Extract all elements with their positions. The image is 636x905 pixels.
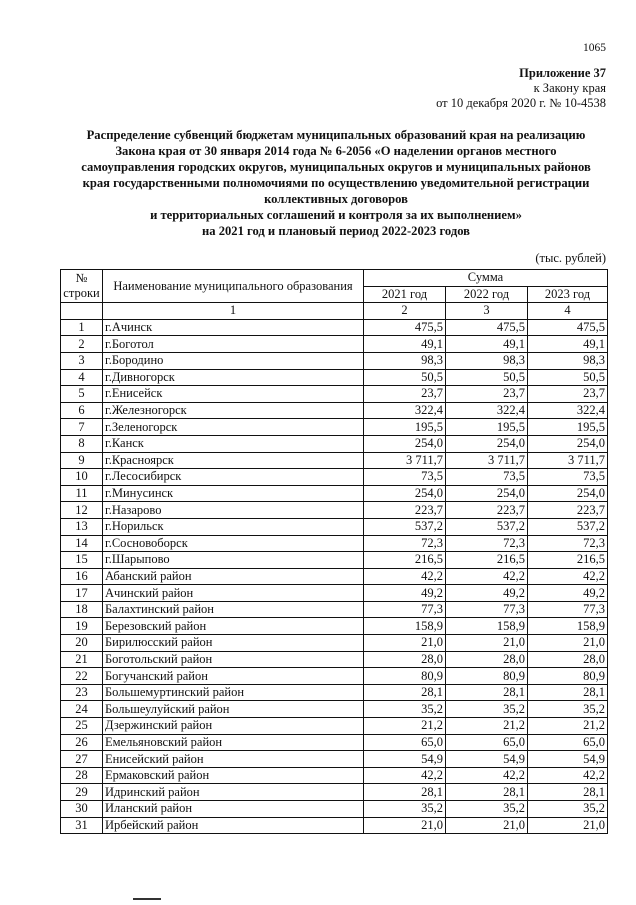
amount-2021: 98,3 (364, 352, 446, 369)
table-row (61, 701, 608, 718)
table-row (61, 718, 608, 735)
table-row (61, 734, 608, 751)
municipality-name: Большемуртинский район (103, 684, 364, 701)
amount-2021: 35,2 (364, 801, 446, 818)
municipality-name: Богучанский район (103, 668, 364, 685)
amount-2021: 28,1 (364, 784, 446, 801)
amount-2023: 28,1 (528, 684, 608, 701)
amount-2021: 216,5 (364, 552, 446, 569)
amount-2021: 223,7 (364, 502, 446, 519)
row-number: 13 (61, 518, 103, 535)
header-sum: Сумма (364, 270, 608, 287)
amount-2023: 322,4 (528, 402, 608, 419)
amount-2021: 254,0 (364, 435, 446, 452)
annex-line-2: от 10 декабря 2020 г. № 10-4538 (436, 96, 606, 110)
row-number: 24 (61, 701, 103, 718)
amount-2021: 65,0 (364, 734, 446, 751)
table-row (61, 767, 608, 784)
municipality-name: г.Минусинск (103, 485, 364, 502)
municipality-name: г.Ачинск (103, 319, 364, 336)
header-year-2023: 2023 год (528, 286, 608, 303)
amount-2021: 50,5 (364, 369, 446, 386)
row-number: 7 (61, 419, 103, 436)
amount-2021: 28,0 (364, 651, 446, 668)
amount-2023: 73,5 (528, 469, 608, 486)
amount-2022: 21,0 (446, 817, 528, 834)
amount-2022: 158,9 (446, 618, 528, 635)
amount-2023: 23,7 (528, 386, 608, 403)
amount-2023: 475,5 (528, 319, 608, 336)
footer-dash (133, 898, 161, 900)
municipality-name: Ачинский район (103, 585, 364, 602)
amount-2021: 42,2 (364, 767, 446, 784)
amount-2021: 21,2 (364, 718, 446, 735)
amount-2022: 35,2 (446, 701, 528, 718)
amount-2022: 322,4 (446, 402, 528, 419)
header-year-2022: 2022 год (446, 286, 528, 303)
amount-2023: 65,0 (528, 734, 608, 751)
row-number: 6 (61, 402, 103, 419)
row-number: 8 (61, 435, 103, 452)
municipality-name: Ермаковский район (103, 767, 364, 784)
amount-2022: 21,2 (446, 718, 528, 735)
amount-2022: 50,5 (446, 369, 528, 386)
municipality-name: Боготольский район (103, 651, 364, 668)
table-row (61, 552, 608, 569)
col-number-1: 1 (103, 303, 364, 320)
header-name: Наименование муниципального образования (103, 270, 364, 303)
table-row (61, 485, 608, 502)
row-number: 18 (61, 601, 103, 618)
amount-2023: 21,0 (528, 817, 608, 834)
units-label: (тыс. рублей) (535, 251, 606, 265)
table-row (61, 352, 608, 369)
title-line: Закона края от 30 января 2014 года № 6-2056 «О наделении органов местного (115, 144, 557, 158)
amount-2023: 50,5 (528, 369, 608, 386)
municipality-name: Абанский район (103, 568, 364, 585)
amount-2023: 21,2 (528, 718, 608, 735)
amount-2022: 537,2 (446, 518, 528, 535)
document-title (60, 127, 612, 239)
amount-2023: 42,2 (528, 568, 608, 585)
table-row (61, 684, 608, 701)
amount-2023: 3 711,7 (528, 452, 608, 469)
row-number: 30 (61, 801, 103, 818)
amount-2023: 254,0 (528, 435, 608, 452)
subsidy-table (60, 269, 608, 834)
amount-2021: 54,9 (364, 751, 446, 768)
amount-2023: 254,0 (528, 485, 608, 502)
table-row (61, 535, 608, 552)
row-number: 12 (61, 502, 103, 519)
amount-2023: 80,9 (528, 668, 608, 685)
col-number-4: 4 (528, 303, 608, 320)
amount-2022: 42,2 (446, 767, 528, 784)
municipality-name: Енисейский район (103, 751, 364, 768)
amount-2021: 23,7 (364, 386, 446, 403)
municipality-name: Бирилюсский район (103, 635, 364, 652)
amount-2021: 3 711,7 (364, 452, 446, 469)
municipality-name: Балахтинский район (103, 601, 364, 618)
row-number: 1 (61, 319, 103, 336)
annex-title: Приложение 37 (519, 66, 606, 80)
amount-2021: 49,1 (364, 336, 446, 353)
amount-2022: 195,5 (446, 419, 528, 436)
amount-2021: 80,9 (364, 668, 446, 685)
col-number-0 (61, 303, 103, 320)
amount-2021: 49,2 (364, 585, 446, 602)
table-row (61, 469, 608, 486)
annex-line-1: к Закону края (533, 81, 606, 95)
amount-2021: 28,1 (364, 684, 446, 701)
municipality-name: г.Лесосибирск (103, 469, 364, 486)
row-number: 26 (61, 734, 103, 751)
table-row (61, 751, 608, 768)
amount-2022: 49,1 (446, 336, 528, 353)
amount-2022: 73,5 (446, 469, 528, 486)
amount-2023: 21,0 (528, 635, 608, 652)
amount-2023: 49,1 (528, 336, 608, 353)
municipality-name: Емельяновский район (103, 734, 364, 751)
row-number: 4 (61, 369, 103, 386)
row-number: 10 (61, 469, 103, 486)
row-number: 21 (61, 651, 103, 668)
amount-2022: 77,3 (446, 601, 528, 618)
row-number: 22 (61, 668, 103, 685)
amount-2022: 65,0 (446, 734, 528, 751)
row-number: 9 (61, 452, 103, 469)
municipality-name: г.Канск (103, 435, 364, 452)
municipality-name: Большеулуйский район (103, 701, 364, 718)
annex-block (436, 66, 606, 111)
amount-2022: 254,0 (446, 485, 528, 502)
municipality-name: г.Норильск (103, 518, 364, 535)
amount-2022: 49,2 (446, 585, 528, 602)
municipality-name: г.Боготол (103, 336, 364, 353)
row-number: 23 (61, 684, 103, 701)
municipality-name: г.Енисейск (103, 386, 364, 403)
row-number: 14 (61, 535, 103, 552)
amount-2022: 42,2 (446, 568, 528, 585)
amount-2023: 158,9 (528, 618, 608, 635)
municipality-name: Ирбейский район (103, 817, 364, 834)
row-number: 17 (61, 585, 103, 602)
amount-2021: 73,5 (364, 469, 446, 486)
amount-2022: 475,5 (446, 319, 528, 336)
amount-2022: 21,0 (446, 635, 528, 652)
table-row (61, 452, 608, 469)
amount-2023: 49,2 (528, 585, 608, 602)
row-number: 15 (61, 552, 103, 569)
amount-2021: 35,2 (364, 701, 446, 718)
municipality-name: г.Сосновоборск (103, 535, 364, 552)
amount-2021: 21,0 (364, 635, 446, 652)
amount-2023: 54,9 (528, 751, 608, 768)
amount-2023: 28,1 (528, 784, 608, 801)
row-number: 19 (61, 618, 103, 635)
row-number: 25 (61, 718, 103, 735)
row-number: 20 (61, 635, 103, 652)
amount-2023: 537,2 (528, 518, 608, 535)
amount-2023: 28,0 (528, 651, 608, 668)
amount-2023: 77,3 (528, 601, 608, 618)
row-number: 29 (61, 784, 103, 801)
row-number: 11 (61, 485, 103, 502)
row-number: 5 (61, 386, 103, 403)
page-number: 1065 (583, 42, 606, 54)
table-row (61, 518, 608, 535)
amount-2023: 223,7 (528, 502, 608, 519)
table-row (61, 419, 608, 436)
amount-2023: 42,2 (528, 767, 608, 784)
amount-2021: 158,9 (364, 618, 446, 635)
title-line: Распределение субвенций бюджетам муниципальных образований края на реализацию (86, 128, 586, 142)
amount-2021: 322,4 (364, 402, 446, 419)
municipality-name: Березовский район (103, 618, 364, 635)
row-number: 27 (61, 751, 103, 768)
municipality-name: Идринский район (103, 784, 364, 801)
amount-2022: 54,9 (446, 751, 528, 768)
municipality-name: г.Назарово (103, 502, 364, 519)
header-year-2021: 2021 год (364, 286, 446, 303)
amount-2021: 195,5 (364, 419, 446, 436)
amount-2023: 195,5 (528, 419, 608, 436)
table-row (61, 651, 608, 668)
row-number: 3 (61, 352, 103, 369)
amount-2021: 537,2 (364, 518, 446, 535)
table-row (61, 402, 608, 419)
table-row (61, 817, 608, 834)
table-row (61, 801, 608, 818)
amount-2023: 72,3 (528, 535, 608, 552)
row-number: 2 (61, 336, 103, 353)
table-row (61, 635, 608, 652)
table-row (61, 502, 608, 519)
title-line: и территориальных соглашений и контроля за их выполнением» (150, 208, 522, 222)
municipality-name: г.Красноярск (103, 452, 364, 469)
amount-2021: 475,5 (364, 319, 446, 336)
table-row (61, 386, 608, 403)
table-body (61, 319, 608, 833)
row-number: 28 (61, 767, 103, 784)
table-row (61, 784, 608, 801)
table-row (61, 336, 608, 353)
row-number: 31 (61, 817, 103, 834)
amount-2021: 77,3 (364, 601, 446, 618)
amount-2023: 98,3 (528, 352, 608, 369)
table-row (61, 668, 608, 685)
table-row (61, 369, 608, 386)
municipality-name: г.Зеленогорск (103, 419, 364, 436)
amount-2022: 223,7 (446, 502, 528, 519)
title-line: края государственными полномочиями по осуществлению уведомительной регистрации (82, 176, 590, 190)
row-number: 16 (61, 568, 103, 585)
amount-2022: 28,1 (446, 784, 528, 801)
amount-2022: 254,0 (446, 435, 528, 452)
amount-2023: 35,2 (528, 701, 608, 718)
municipality-name: г.Железногорск (103, 402, 364, 419)
municipality-name: Иланский район (103, 801, 364, 818)
amount-2022: 28,0 (446, 651, 528, 668)
amount-2021: 254,0 (364, 485, 446, 502)
amount-2021: 21,0 (364, 817, 446, 834)
amount-2022: 80,9 (446, 668, 528, 685)
amount-2022: 98,3 (446, 352, 528, 369)
title-line: на 2021 год и плановый период 2022-2023 годов (202, 224, 470, 238)
col-number-2: 2 (364, 303, 446, 320)
municipality-name: г.Шарыпово (103, 552, 364, 569)
table-row (61, 435, 608, 452)
amount-2022: 28,1 (446, 684, 528, 701)
municipality-name: Дзержинский район (103, 718, 364, 735)
table-row (61, 568, 608, 585)
amount-2022: 35,2 (446, 801, 528, 818)
table-row (61, 618, 608, 635)
municipality-name: г.Бородино (103, 352, 364, 369)
amount-2022: 216,5 (446, 552, 528, 569)
title-line: коллективных договоров (264, 192, 408, 206)
amount-2021: 72,3 (364, 535, 446, 552)
municipality-name: г.Дивногорск (103, 369, 364, 386)
amount-2021: 42,2 (364, 568, 446, 585)
table-row (61, 585, 608, 602)
amount-2023: 35,2 (528, 801, 608, 818)
header-row-number: № строки (61, 270, 103, 303)
amount-2022: 3 711,7 (446, 452, 528, 469)
table-row (61, 319, 608, 336)
amount-2022: 23,7 (446, 386, 528, 403)
table-row (61, 601, 608, 618)
title-line: самоуправления городских округов, муниципальных округов и муниципальных районов (81, 160, 591, 174)
amount-2022: 72,3 (446, 535, 528, 552)
amount-2023: 216,5 (528, 552, 608, 569)
col-number-3: 3 (446, 303, 528, 320)
